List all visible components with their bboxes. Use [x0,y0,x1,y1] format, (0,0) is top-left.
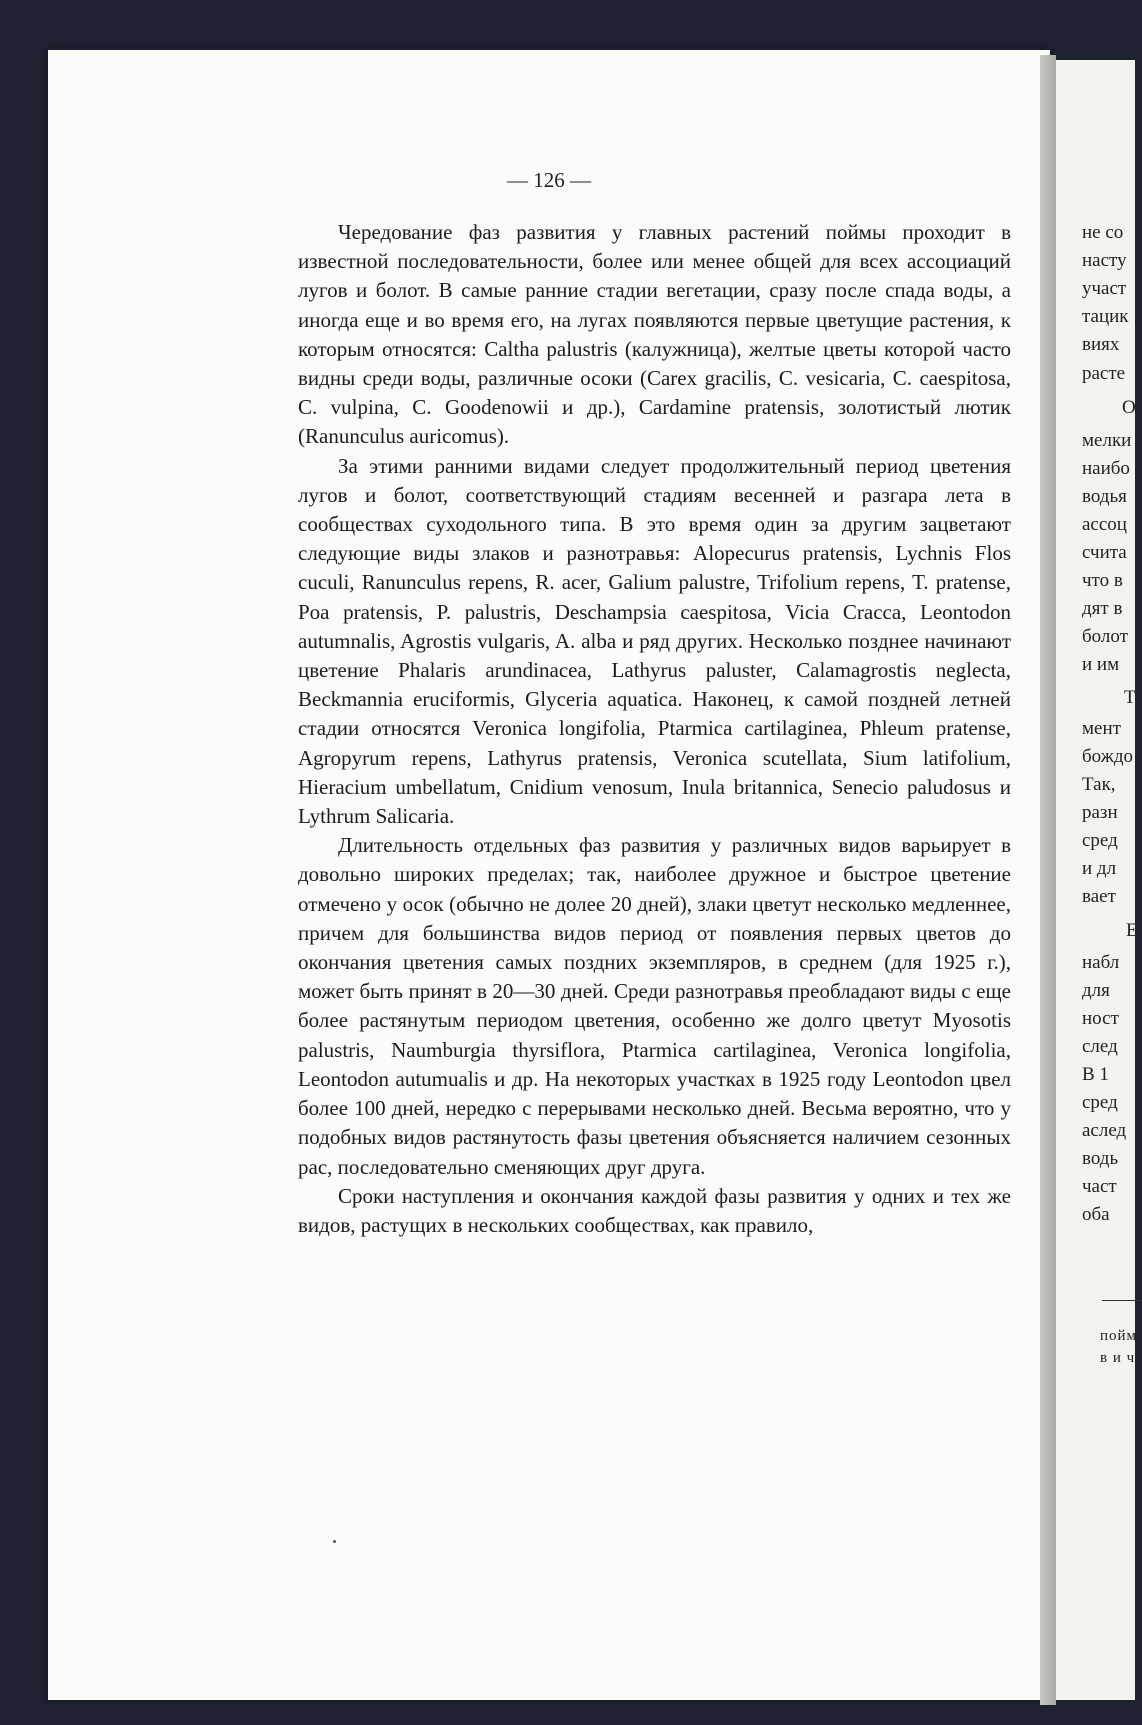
adjacent-line: мент [1082,718,1121,739]
adjacent-line: О [1122,397,1136,418]
speck [333,1540,336,1543]
adjacent-footnote: в и ч [1100,1350,1136,1366]
adjacent-line: мелки [1082,430,1132,451]
adjacent-page-edge [1056,60,1138,1700]
footnote-rule [1102,1300,1142,1301]
adjacent-line: ассоц [1082,514,1127,535]
page-number: — 126 — [507,168,591,192]
adjacent-line: дят в [1082,598,1123,619]
adjacent-line: бождо [1082,746,1133,767]
book-spine-fold [1040,55,1056,1705]
adjacent-footnote: пойм [1100,1328,1138,1344]
adjacent-line: сред [1082,830,1118,851]
adjacent-line: част [1082,1176,1117,1197]
adjacent-line: оба [1082,1204,1110,1225]
adjacent-line: сред [1082,1092,1118,1113]
adjacent-line: что в [1082,570,1123,591]
adjacent-line: водь [1082,1148,1119,1169]
adjacent-line: вает [1082,886,1116,907]
adjacent-line: и им [1082,654,1120,675]
book-page [48,50,1050,1700]
paragraph: Сроки наступления и окончания каждой фазы развития у одних и тех же видов, растущих в нескольких сообществах, как правило, [298,1183,1011,1237]
adjacent-line: след [1082,1036,1118,1057]
adjacent-line: счита [1082,542,1127,563]
adjacent-line: насту [1082,250,1127,271]
adjacent-line: Так, [1082,774,1116,795]
paragraph: За этими ранними видами следует продолжительный период цветения лугов и болот, соответствующий стадиям весенней и разгара лета в сообществах суходольного типа. В это время один за другим зацветают следующие виды злаков и разнотравья: Alopecurus pratensis, Lychnis Flos cuculi, Ranunculus repens, R. acer, Galium palustre, Trifolium repens, T. pratense, Poa pratensis, P. palustris, Deschampsia caespitosa, Vicia Cracca, Leontodon autumnalis, Agrostis vulgaris, A. alba и ряд других. Несколько позднее начинают цветение Phalaris arundinacea, Lathyrus paluster, Calamagrostis neglecta, Beckmannia eruciformis, Glyceria aquatica. Наконец, к самой поздней летней стадии относятся Veronica longifolia, Ptarmica cartilaginea, Phleum pratense, Agropyrum repens, Lathyrus pratensis, Veronica scutellata, Sium latifolium, Hieracium umbellatum, Cnidium venosum, Inula britannica, Senecio paludosus и Lythrum Salicaria. [298,453,1011,829]
adjacent-line: для [1082,980,1110,1001]
adjacent-line: виях [1082,334,1120,355]
adjacent-line: тацик [1082,306,1129,327]
adjacent-line: не со [1082,222,1124,243]
adjacent-line: водья [1082,486,1127,507]
adjacent-line: Е [1126,920,1138,941]
adjacent-line: наибо [1082,458,1130,479]
adjacent-line: болот [1082,626,1128,647]
adjacent-line: В 1 [1082,1064,1109,1085]
adjacent-line: набл [1082,952,1120,973]
adjacent-line: участ [1082,278,1127,299]
paragraph: Длительность отдельных фаз развития у различных видов варьирует в довольно широких пределах; так, наиболее дружное и быстрое цветение отмечено у осок (обычно не долее 20 дней), злаки цветут несколько медленнее, причем для большинства видов период от появления первых цветов до окончания цветения самых поздних экземпляров, в среднем (для 1925 г.), может быть принят в 20—30 дней. Среди разнотравья преобладают виды с еще более растянутым периодом цветения, особенно же долго цветут Myosotis palustris, Naumburgia thyrsiflora, Ptarmica cartilaginea, Veronica longifolia, Leontodon autumualis и др. На некоторых участках в 1925 году Leontodon цвел более 100 дней, нередко с перерывами несколько дней. Весьма вероятно, что у подобных видов растянутость фазы цветения объясняется наличием сезонных рас, последовательно сменяющих друг друга. [298,833,1011,1179]
body-text [298,218,1011,1240]
adjacent-line: ност [1082,1008,1119,1029]
paragraph: Чередование фаз развития у главных растений поймы проходит в известной последовательности, более или менее общей для всех ассоциаций лугов и болот. В самые ранние стадии вегетации, сразу после спада воды, а иногда еще и во время его, на лугах появляются первые цветущие растения, к которым относятся: Caltha palustris (калужница), желтые цветы которой часто видны среди воды, различные осоки (Carex gracilis, C. vesicaria, C. caespitosa, C. vulpina, C. Goodenowii и др.), Cardamine pratensis, золотистый лютик (Ranunculus auricomus). [298,220,1011,449]
adjacent-line: Т [1124,687,1136,708]
adjacent-line: разн [1082,802,1118,823]
adjacent-line: аслед [1082,1120,1127,1141]
adjacent-line: и дл [1082,858,1117,879]
adjacent-line: расте [1082,363,1126,384]
